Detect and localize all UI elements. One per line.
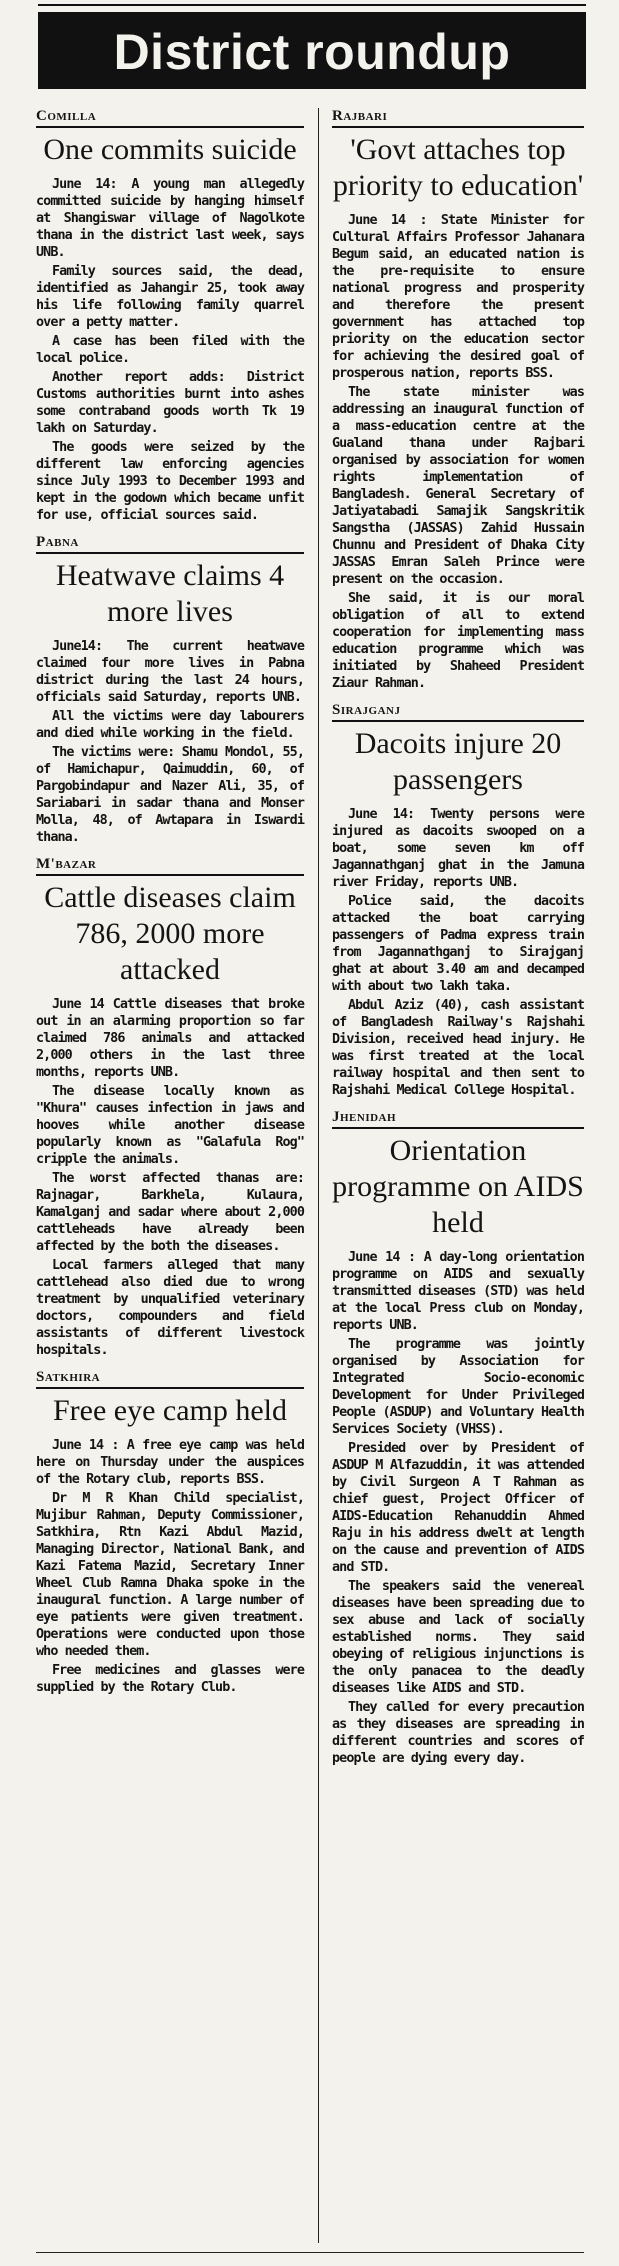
story-paragraph: They called for every precaution as they diseases are spreading in different countries and scores of people are dying every day. bbox=[332, 1700, 584, 1766]
section-banner: District roundup bbox=[38, 12, 586, 89]
news-story bbox=[36, 534, 304, 846]
story-paragraph: Free medicines and glasses were supplied by the Rotary Club. bbox=[36, 1663, 304, 1695]
story-paragraph: The speakers said the venereal diseases have been spreading due to sex abuse and lack of socially established norms. They said obeying of religious injunctions is the only panacea to the deadly diseases like AIDS and STD. bbox=[332, 1579, 584, 1696]
story-dateline: Comilla bbox=[36, 108, 304, 128]
story-dateline: M'bazar bbox=[36, 856, 304, 876]
story-dateline: Rajbari bbox=[332, 108, 584, 128]
story-paragraph: Presided over by President of ASDUP M Alfazuddin, it was attended by Civil Surgeon A T Rahman as chief guest, Project Officer of AIDS-Education Rehanuddin Ahmed Raju in his address dwelt at length on the cause and prevention of AIDS and STD. bbox=[332, 1441, 584, 1575]
news-story bbox=[332, 108, 584, 692]
top-rule bbox=[38, 4, 586, 6]
right-column bbox=[332, 108, 584, 1777]
story-paragraph: The disease locally known as "Khura" causes infection in jaws and hooves while another disease popularly known as "Galafula Rog" cripple the animals. bbox=[36, 1084, 304, 1167]
story-headline: Heatwave claims 4 more lives bbox=[55, 559, 285, 628]
news-story bbox=[332, 1109, 584, 1767]
story-paragraph: June 14: A young man allegedly committed suicide by hanging himself at Shangiswar village of Nagolkote thana in the district last week, says UNB. bbox=[36, 177, 304, 260]
story-headline: One commits suicide bbox=[43, 133, 297, 166]
story-dateline: Satkhira bbox=[36, 1369, 304, 1389]
story-paragraph: The programme was jointly organised by Association for Integrated Socio-economic Development for Under Privileged People (ASDUP) and Voluntary Health Services Society (VHSS). bbox=[332, 1337, 584, 1437]
story-headline: Cattle diseases claim 786, 2000 more attacked bbox=[44, 881, 296, 986]
story-paragraph: Family sources said, the dead, identified as Jahangir 25, took away his life following family quarrel over a petty matter. bbox=[36, 264, 304, 330]
story-dateline: Jhenidah bbox=[332, 1109, 584, 1129]
story-paragraph: Abdul Aziz (40), cash assistant of Bangladesh Railway's Rajshahi Division, received head injury. He was first treated at the local railway hospital and then sent to Rajshahi Medical College Hospital. bbox=[332, 998, 584, 1098]
news-story bbox=[36, 1369, 304, 1696]
story-headline: Dacoits injure 20 passengers bbox=[354, 727, 562, 796]
news-story bbox=[36, 108, 304, 524]
story-paragraph: June 14 : A free eye camp was held here on Thursday under the auspices of the Rotary club, reports BSS. bbox=[36, 1438, 304, 1487]
news-story bbox=[332, 702, 584, 1099]
story-paragraph: June 14 : A day-long orientation programme on AIDS and sexually transmitted diseases (STD) was held at the local Press club on Monday, reports UNB. bbox=[332, 1250, 584, 1333]
story-paragraph: Local farmers alleged that many cattlehead also died due to wrong treatment by unqualified veterinary doctors, compounders and field assistants of different livestock hospitals. bbox=[36, 1258, 304, 1358]
story-dateline: Sirajganj bbox=[332, 702, 584, 722]
story-paragraph: The worst affected thanas are: Rajnagar, Barkhela, Kulaura, Kamalganj and sadar where about 2,000 cattleheads have already been affected by the both the diseases. bbox=[36, 1171, 304, 1254]
bottom-rule bbox=[36, 2252, 584, 2253]
story-paragraph: June 14 Cattle diseases that broke out in an alarming proportion so far claimed 786 animals and attacked 2,000 others in the last three months, reports UNB. bbox=[36, 997, 304, 1080]
story-paragraph: Police said, the dacoits attacked the boat carrying passengers of Padma express train from Jagannathganj to Sirajganj ghat at about 3.40 am and decamped with about two lakh taka. bbox=[332, 894, 584, 994]
story-paragraph: She said, it is our moral obligation of all to extend cooperation for implementing mass education programme which was initiated by Shaheed President Ziaur Rahman. bbox=[332, 591, 584, 691]
story-dateline: Pabna bbox=[36, 534, 304, 554]
story-headline: Free eye camp held bbox=[52, 1394, 288, 1427]
story-paragraph: The victims were: Shamu Mondol, 55, of Hamichapur, Qaimuddin, 60, of Pargobindapur and Nazer Ali, 35, of Sariabari in sadar thana and Monser Molla, 48, of Awtapara in Iswardi thana. bbox=[36, 745, 304, 845]
story-paragraph: The state minister was addressing an inaugural function of a mass-education centre at the Gualand thana under Rajbari organised by association for women rights implementation of Bangladesh. General Secretary of Jatiyatabadi Samajik Sangskritik Sangstha (JASSAS) Zahid Hussain Chunnu and President of Dhaka City JASSAS Emran Saleh Prince were present on the occasion. bbox=[332, 385, 584, 587]
story-headline: Orientation programme on AIDS held bbox=[332, 1134, 584, 1239]
left-column bbox=[36, 108, 304, 1706]
column-divider bbox=[318, 108, 319, 2243]
story-paragraph: A case has been filed with the local police. bbox=[36, 334, 304, 366]
story-paragraph: All the victims were day labourers and died while working in the field. bbox=[36, 709, 304, 741]
story-paragraph: June 14: Twenty persons were injured as dacoits swooped on a boat, some seven km off Jagannathganj ghat in the Jamuna river Friday, reports UNB. bbox=[332, 807, 584, 890]
news-story bbox=[36, 856, 304, 1359]
story-headline: 'Govt attaches top priority to education' bbox=[332, 133, 584, 202]
story-paragraph: Dr M R Khan Child specialist, Mujibur Rahman, Deputy Commissioner, Satkhira, Rtn Kazi Abdul Mazid, Managing Director, National Bank, and Kazi Fatema Mazid, Secretary Inner Wheel Club Ramna Dhaka spoke in the inaugural function. A large number of eye patients were given treatment. Operations were conducted upon those who needed them. bbox=[36, 1491, 304, 1659]
story-paragraph: June 14 : State Minister for Cultural Affairs Professor Jahanara Begum said, an educated nation is the pre-requisite to ensure national progress and prosperity and therefore the present government has attached top priority on the education sector for achieving the desired goal of prosperous nation, reports BSS. bbox=[332, 213, 584, 381]
story-paragraph: June14: The current heatwave claimed four more lives in Pabna district during the last 24 hours, officials said Saturday, reports UNB. bbox=[36, 639, 304, 705]
story-paragraph: Another report adds: District Customs authorities burnt into ashes some contraband goods worth Tk 19 lakh on Saturday. bbox=[36, 370, 304, 436]
story-paragraph: The goods were seized by the different law enforcing agencies since July 1993 to December 1993 and kept in the godown which became unfit for use, official sources said. bbox=[36, 440, 304, 523]
